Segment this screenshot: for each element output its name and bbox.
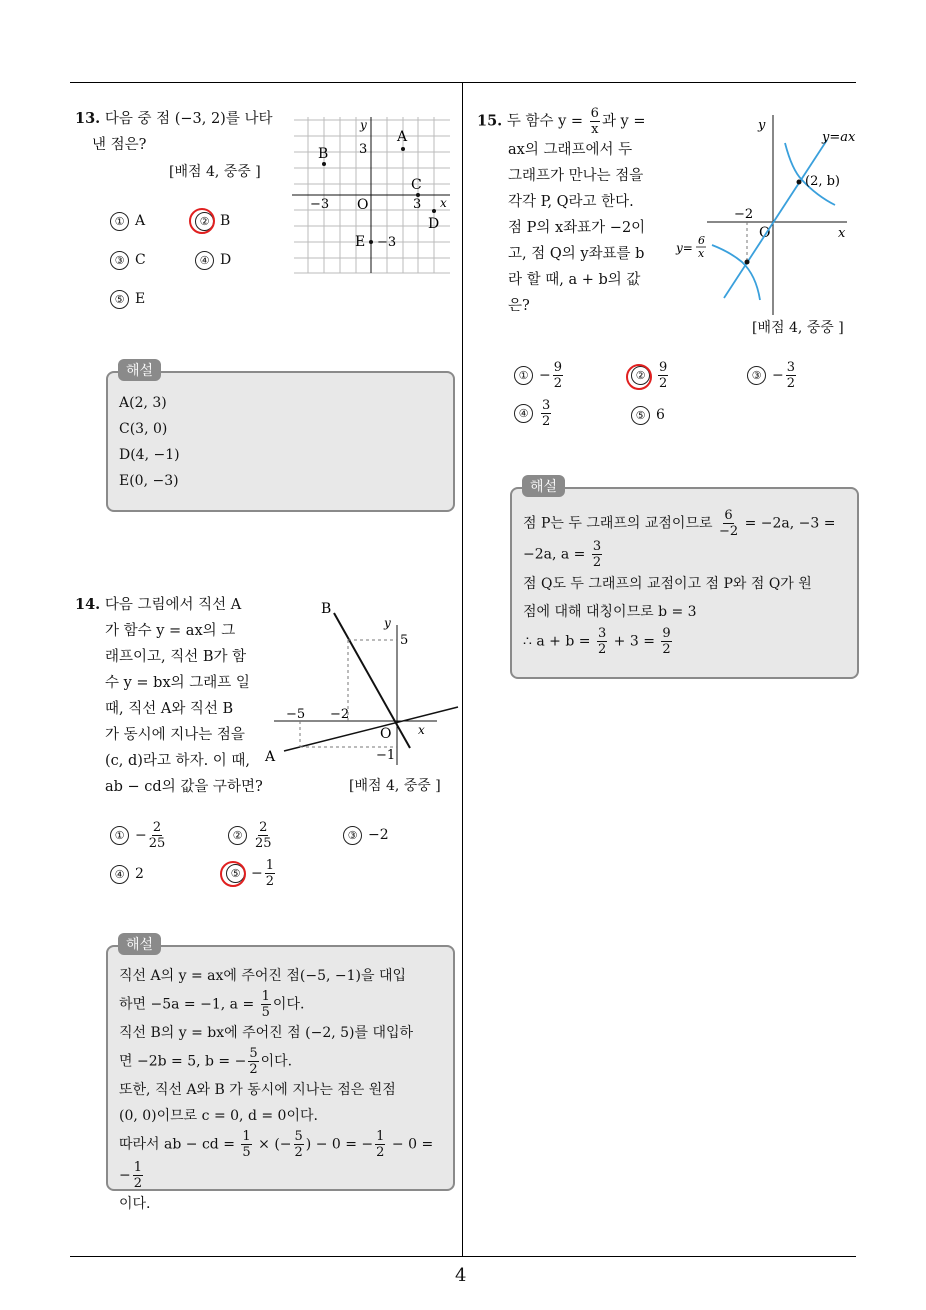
q14-choice-5[interactable]: ⑤ − $\frac{1}{2}$	[226, 858, 277, 889]
q15-point-q	[797, 180, 802, 185]
q14-tick-5: 5	[400, 633, 409, 648]
q14-choice-4[interactable]: ④ 2	[110, 864, 144, 884]
q15-answer-mark	[626, 364, 652, 390]
q15-choice-2[interactable]: ② $\frac{9}{2}$	[631, 360, 670, 391]
q14-tick-m2: −2	[330, 707, 350, 722]
q14-y-label: y	[384, 616, 391, 630]
q15-line-label: y=ax	[822, 130, 856, 145]
q13-point-d	[432, 209, 436, 213]
q15-curve-num: 6	[698, 234, 705, 247]
q15-point-p	[745, 260, 750, 265]
q14-score: [배점 4, 중중 ]	[349, 778, 441, 794]
q14-origin: O	[380, 726, 392, 742]
q13-tick-ym3: −3	[377, 235, 397, 250]
q14-line-a-label: A	[265, 749, 276, 765]
q13-tick-x3: 3	[413, 197, 422, 212]
q15-x-label: x	[838, 226, 846, 241]
q15-y-label: y	[758, 118, 766, 133]
q13-point-e	[369, 240, 373, 244]
page-number: 4	[455, 1265, 467, 1286]
top-rule	[70, 82, 856, 83]
q15-curve-den: x	[698, 247, 705, 260]
q13-tick-xm3: −3	[310, 197, 330, 212]
q13-point-a	[401, 147, 405, 151]
q15-question: 15. 두 함수 y = $\frac{6}{x}$ 과 y = ax의 그래프에서 두 그래프가 만나는 점을 각각 P, Q라고 한다. 점 P의 x좌표가 −2이 고, 점 Q의 y좌표를 b 라 할 때, a + b의 값 은?	[477, 106, 646, 314]
q13-x-label: x	[440, 196, 447, 210]
q15-curve-label: y=	[676, 241, 693, 255]
q15-choice-4[interactable]: ④ $\frac{3}{2}$	[514, 398, 553, 429]
q15-score: [배점 4, 중중 ]	[752, 320, 844, 336]
q13-point-b	[322, 162, 326, 166]
q13-label-c: C	[411, 177, 422, 193]
q14-choice-2[interactable]: ② $\frac{2}{25}$	[228, 820, 274, 851]
q13-choice-1[interactable]: ① A	[110, 211, 145, 231]
q14-line-b	[334, 613, 410, 748]
q14-line-a	[284, 707, 458, 751]
q13-solution-tag: 해설	[118, 359, 161, 381]
q13-choice-3[interactable]: ③ C	[110, 250, 146, 270]
q13-label-a: A	[397, 129, 408, 145]
q14-solution-tag: 해설	[118, 933, 161, 955]
q15-graph	[672, 110, 862, 315]
q14-tick-m5: −5	[286, 707, 306, 722]
q13-number: 13.	[75, 110, 101, 127]
q13-answer-mark	[189, 208, 215, 234]
q15-tick-m2: −2	[734, 207, 754, 222]
q15-point-label: (2, b)	[805, 174, 841, 189]
q15-solution-tag: 해설	[522, 475, 565, 497]
q13-choice-4[interactable]: ④ D	[195, 250, 231, 270]
q13-graph	[290, 115, 452, 275]
q13-tick-y3: 3	[359, 142, 368, 157]
q13-text-line1: 다음 중 점 (−3, 2)를 나타	[104, 111, 273, 127]
q14-number: 14.	[75, 596, 101, 613]
q13-label-b: B	[318, 146, 329, 162]
q14-x-label: x	[418, 723, 425, 737]
bottom-rule	[70, 1256, 856, 1257]
q15-choice-3[interactable]: ③ − $\frac{3}{2}$	[747, 360, 798, 391]
q13-text-line2: 낸 점은?	[92, 137, 147, 153]
q13-choice-2[interactable]: ② B	[195, 211, 230, 231]
q13-y-label: y	[360, 118, 367, 132]
q13-score: [배점 4, 중중 ]	[169, 164, 261, 180]
column-divider	[462, 82, 463, 1257]
q14-answer-mark	[220, 861, 246, 887]
q13-solution-text: A(2, 3) C(3, 0) D(4, −1) E(0, −3)	[119, 395, 180, 489]
q14-tick-m1: −1	[376, 748, 396, 763]
q15-choice-1[interactable]: ① − $\frac{9}{2}$	[514, 360, 565, 391]
q15-choice-5[interactable]: ⑤ 6	[631, 405, 665, 425]
q14-line-b-label: B	[321, 601, 332, 617]
q15-number: 15.	[477, 112, 503, 130]
q14-question: 14. 다음 그림에서 직선 A 가 함수 y = ax의 그 래프이고, 직선 B가 함 수 y = bx의 그래프 일 때, 직선 A와 직선 B 가 동시에 지나는 점을 (c, d)라고 하자. 이 때, ab − cd의 값을 구하면?	[75, 596, 263, 795]
q15-origin: O	[759, 225, 771, 241]
q13-origin: O	[357, 197, 369, 213]
q13-choice-5[interactable]: ⑤ E	[110, 289, 145, 309]
q15-solution-text: 점 P는 두 그래프의 교점이므로 $\frac{6}{-2}$ = −2a, −3 = −2a, a = $\frac{3}{2}$ 점 Q도 두 그래프의 교점이고 점 P와 점 Q가 원 점에 대해 대칭이므로 b = 3 ∴ a + b = $\frac{3}{2}$ + 3 = $\frac{9}{2}$	[523, 508, 836, 657]
q13-label-d: D	[428, 216, 440, 232]
q14-solution-text: 직선 A의 y = ax에 주어진 점(−5, −1)을 대입 하면 −5a = −1, a = $\frac{1}{5}$ 이다. 직선 B의 y = bx에 주어진 점 (−2, 5)를 대입하 면 −2b = 5, b = − $\frac{5}{2}$ 이다. 또한, 직선 A와 B 가 동시에 지나는 점은 원점 (0, 0)이므로 c = 0, d = 0이다. 따라서 ab − cd = $\frac{1}{5}$ × (− $\frac{5}{2}$ ) − 0 = − $\frac{1}{2}$ − 0 = − $\frac{1}{2}$ 이다.	[119, 968, 434, 1212]
q14-choice-3[interactable]: ③ −2	[343, 825, 389, 845]
q13-label-e: E	[355, 234, 366, 250]
q13-point-c	[416, 193, 420, 197]
q14-graph	[262, 595, 462, 770]
q13-question	[75, 106, 272, 158]
q14-choice-1[interactable]: ① − $\frac{2}{25}$	[110, 820, 167, 851]
